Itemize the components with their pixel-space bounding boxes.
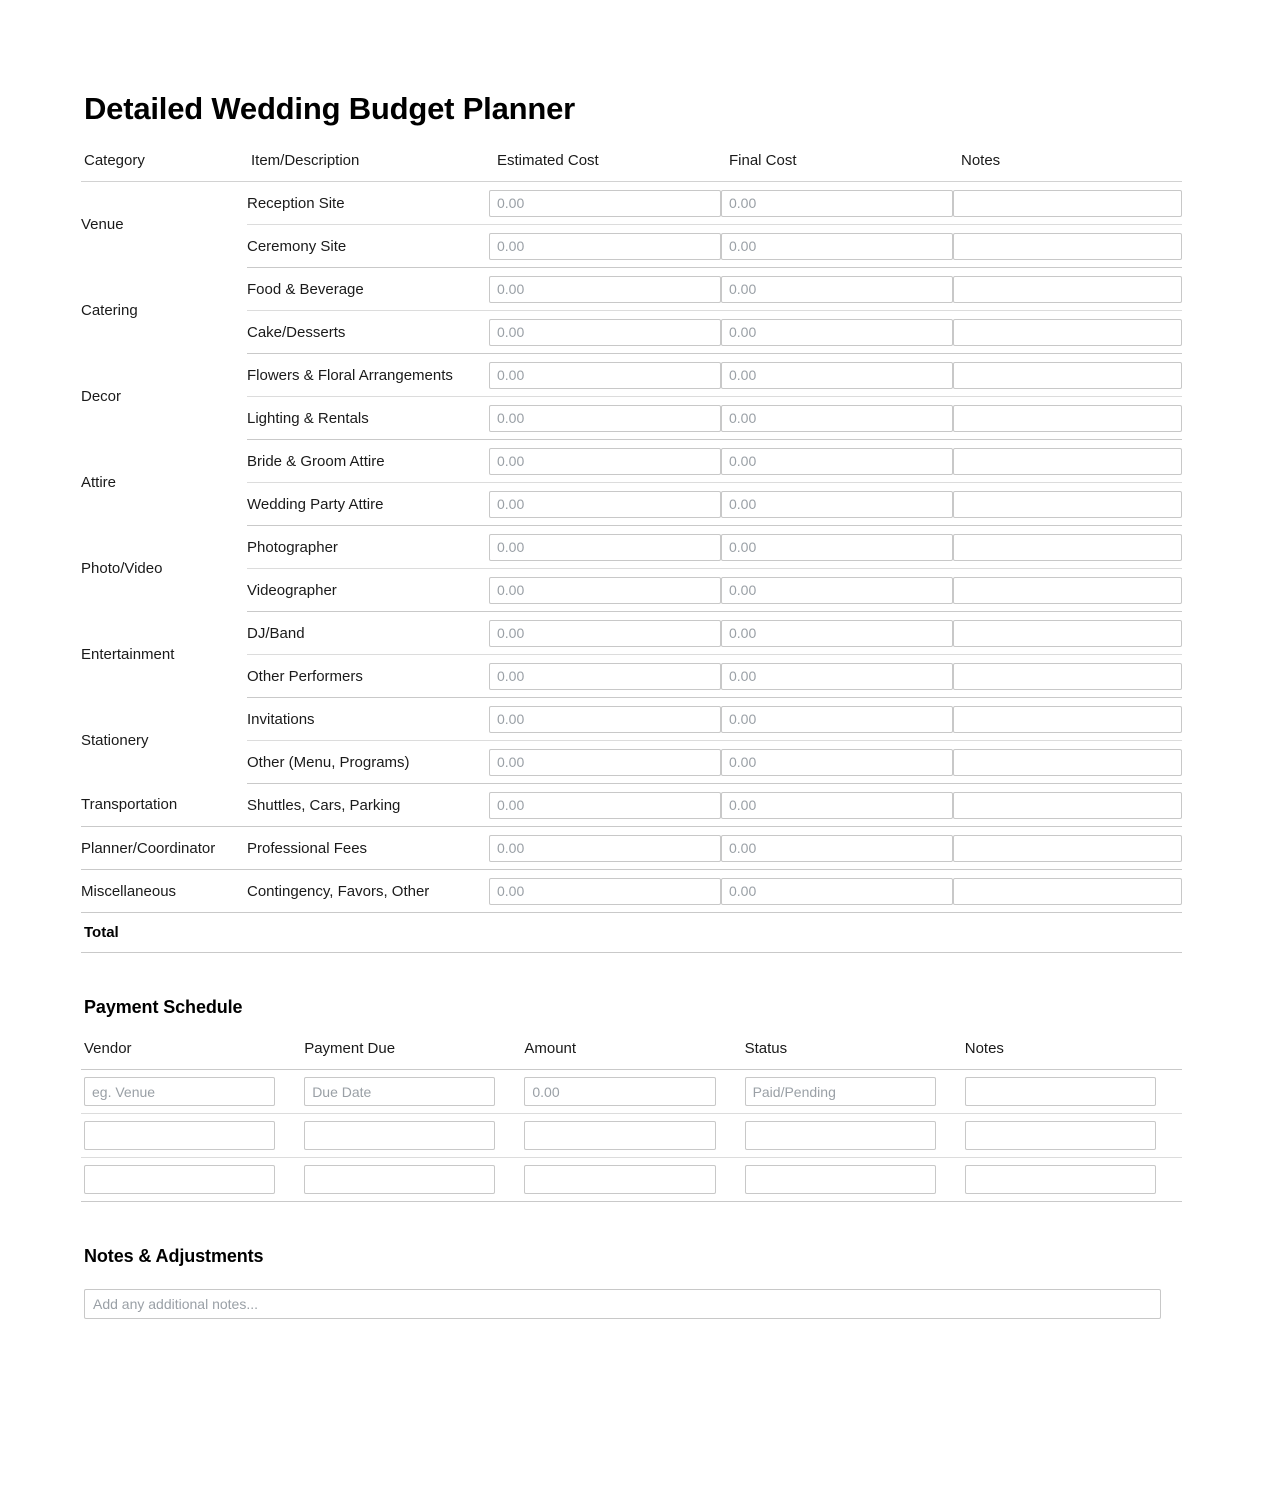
budget-row [81, 225, 1182, 268]
payment-due-input[interactable] [304, 1121, 495, 1150]
budget-item-cell: Videographer [247, 569, 489, 612]
budget-category-cell: Planner/Coordinator [81, 827, 247, 870]
budget-item-cell: Other Performers [247, 655, 489, 698]
budget-item-cell: Contingency, Favors, Other [247, 870, 489, 913]
budget-item-cell: Photographer [247, 526, 489, 569]
estimated-cost-input[interactable] [489, 835, 721, 862]
budget-final-cell [721, 612, 953, 655]
final-cost-input[interactable] [721, 448, 953, 475]
column-header-status: Status [742, 1040, 962, 1070]
budget-final-cell [721, 655, 953, 698]
payment-cell [521, 1070, 741, 1114]
budget-row [81, 870, 1182, 913]
estimated-cost-input[interactable] [489, 405, 721, 432]
budget-notes-cell [953, 483, 1182, 526]
amount-input[interactable] [524, 1077, 715, 1106]
budget-estimated-cell [489, 655, 721, 698]
column-header-category: Category [81, 152, 247, 182]
payment-cell [962, 1158, 1182, 1202]
budget-estimated-cell [489, 612, 721, 655]
estimated-cost-input[interactable] [489, 706, 721, 733]
budget-estimated-cell [489, 397, 721, 440]
payment-cell [301, 1158, 521, 1202]
column-header-item: Item/Description [247, 152, 489, 182]
final-cost-input[interactable] [721, 792, 953, 819]
budget-category-cell: Photo/Video [81, 560, 163, 578]
estimated-cost-input[interactable] [489, 663, 721, 690]
budget-final-cell [721, 870, 953, 913]
budget-notes-cell [953, 526, 1182, 569]
final-cost-input[interactable] [721, 190, 953, 217]
budget-estimated-cell [489, 870, 721, 913]
budget-total-row [81, 913, 1182, 953]
budget-table-body [81, 182, 1182, 913]
budget-item-cell: DJ/Band [247, 612, 489, 655]
budget-notes-cell [953, 870, 1182, 913]
budget-notes-input[interactable] [953, 620, 1182, 647]
budget-notes-input[interactable] [953, 233, 1182, 260]
budget-item-cell: Other (Menu, Programs) [247, 741, 489, 784]
estimated-cost-input[interactable] [489, 878, 721, 905]
payment-notes-input[interactable] [965, 1121, 1156, 1150]
budget-notes-input[interactable] [953, 663, 1182, 690]
budget-row [81, 655, 1182, 698]
budget-estimated-cell [489, 440, 721, 483]
budget-row [81, 483, 1182, 526]
budget-notes-cell [953, 784, 1182, 827]
estimated-cost-input[interactable] [489, 792, 721, 819]
final-cost-input[interactable] [721, 319, 953, 346]
budget-row [81, 440, 1182, 483]
payment-cell [521, 1158, 741, 1202]
budget-item-cell: Lighting & Rentals [247, 397, 489, 440]
budget-final-cell [721, 354, 953, 397]
budget-item-cell: Shuttles, Cars, Parking [247, 784, 489, 827]
status-input[interactable] [745, 1077, 936, 1106]
budget-table [81, 152, 1182, 953]
additional-notes-textarea[interactable] [84, 1289, 1161, 1319]
budget-item-cell: Cake/Desserts [247, 311, 489, 354]
budget-row [81, 698, 1182, 741]
payment-cell [521, 1114, 741, 1158]
status-input[interactable] [745, 1165, 936, 1194]
budget-table-header-row [81, 152, 1182, 182]
budget-notes-cell [953, 827, 1182, 870]
final-cost-input[interactable] [721, 491, 953, 518]
estimated-cost-input[interactable] [489, 491, 721, 518]
budget-item-cell: Food & Beverage [247, 268, 489, 311]
estimated-cost-input[interactable] [489, 362, 721, 389]
budget-estimated-cell [489, 569, 721, 612]
payment-row [81, 1070, 1182, 1114]
estimated-cost-input[interactable] [489, 319, 721, 346]
budget-row [81, 784, 1182, 827]
budget-estimated-cell [489, 784, 721, 827]
final-cost-input[interactable] [721, 233, 953, 260]
budget-estimated-cell [489, 182, 721, 225]
page-title: Detailed Wedding Budget Planner [84, 91, 575, 126]
payment-row [81, 1114, 1182, 1158]
budget-item-cell: Invitations [247, 698, 489, 741]
budget-notes-input[interactable] [953, 534, 1182, 561]
budget-notes-input[interactable] [953, 405, 1182, 432]
budget-estimated-cell [489, 483, 721, 526]
final-cost-input[interactable] [721, 534, 953, 561]
payment-cell [742, 1114, 962, 1158]
budget-estimated-cell [489, 741, 721, 784]
final-cost-input[interactable] [721, 749, 953, 776]
final-cost-input[interactable] [721, 835, 953, 862]
column-header-payment-notes: Notes [962, 1040, 1182, 1070]
vendor-input[interactable] [84, 1121, 275, 1150]
budget-final-cell [721, 311, 953, 354]
total-estimated-value [489, 913, 721, 953]
budget-notes-input[interactable] [953, 276, 1182, 303]
payment-cell [301, 1114, 521, 1158]
payment-cell [81, 1070, 301, 1114]
budget-notes-cell [953, 225, 1182, 268]
budget-notes-cell [953, 311, 1182, 354]
budget-row [81, 741, 1182, 784]
budget-category-cell: Attire [81, 474, 117, 492]
budget-item-cell: Professional Fees [247, 827, 489, 870]
payment-due-input[interactable] [304, 1165, 495, 1194]
budget-estimated-cell [489, 311, 721, 354]
budget-notes-input[interactable] [953, 448, 1182, 475]
total-final-value [721, 913, 953, 953]
budget-notes-cell [953, 698, 1182, 741]
budget-notes-cell [953, 268, 1182, 311]
column-header-final: Final Cost [721, 152, 953, 182]
budget-final-cell [721, 526, 953, 569]
budget-notes-input[interactable] [953, 319, 1182, 346]
payment-notes-input[interactable] [965, 1165, 1156, 1194]
budget-category-cell: Entertainment [81, 646, 175, 664]
final-cost-input[interactable] [721, 577, 953, 604]
budget-estimated-cell [489, 698, 721, 741]
total-notes-value [953, 913, 1182, 953]
budget-notes-cell [953, 569, 1182, 612]
budget-notes-cell [953, 182, 1182, 225]
column-header-estimated: Estimated Cost [489, 152, 721, 182]
payment-cell [962, 1114, 1182, 1158]
budget-category-cell: Venue [81, 216, 124, 234]
payment-header-row [81, 1040, 1182, 1070]
final-cost-input[interactable] [721, 706, 953, 733]
vendor-input[interactable] [84, 1165, 275, 1194]
budget-final-cell [721, 827, 953, 870]
estimated-cost-input[interactable] [489, 233, 721, 260]
budget-notes-cell [953, 655, 1182, 698]
budget-estimated-cell [489, 225, 721, 268]
budget-item-cell: Ceremony Site [247, 225, 489, 268]
budget-category-cell: Miscellaneous [81, 870, 247, 913]
payment-cell [742, 1070, 962, 1114]
column-header-payment-due: Payment Due [301, 1040, 521, 1070]
budget-notes-input[interactable] [953, 362, 1182, 389]
budget-notes-cell [953, 741, 1182, 784]
budget-row [81, 182, 1182, 225]
estimated-cost-input[interactable] [489, 448, 721, 475]
budget-item-cell: Wedding Party Attire [247, 483, 489, 526]
budget-notes-input[interactable] [953, 835, 1182, 862]
vendor-input[interactable] [84, 1077, 275, 1106]
total-label: Total [81, 913, 247, 953]
payment-cell [301, 1070, 521, 1114]
total-item-spacer [247, 913, 489, 953]
final-cost-input[interactable] [721, 663, 953, 690]
payment-schedule-table [81, 1040, 1182, 1202]
budget-notes-input[interactable] [953, 190, 1182, 217]
estimated-cost-input[interactable] [489, 190, 721, 217]
budget-final-cell [721, 225, 953, 268]
budget-item-cell: Flowers & Floral Arrangements [247, 354, 489, 397]
budget-row [81, 354, 1182, 397]
budget-row [81, 569, 1182, 612]
estimated-cost-input[interactable] [489, 534, 721, 561]
budget-final-cell [721, 440, 953, 483]
budget-final-cell [721, 483, 953, 526]
budget-notes-input[interactable] [953, 706, 1182, 733]
budget-row [81, 311, 1182, 354]
budget-notes-input[interactable] [953, 792, 1182, 819]
column-header-notes: Notes [953, 152, 1182, 182]
column-header-vendor: Vendor [81, 1040, 301, 1070]
budget-row [81, 526, 1182, 569]
estimated-cost-input[interactable] [489, 620, 721, 647]
estimated-cost-input[interactable] [489, 276, 721, 303]
payment-schedule-heading: Payment Schedule [84, 997, 243, 1018]
budget-final-cell [721, 182, 953, 225]
budget-category-cell: Transportation [81, 784, 247, 827]
budget-item-cell: Bride & Groom Attire [247, 440, 489, 483]
budget-row [81, 827, 1182, 870]
budget-row [81, 397, 1182, 440]
payment-notes-input[interactable] [965, 1077, 1156, 1106]
payment-due-input[interactable] [304, 1077, 495, 1106]
budget-estimated-cell [489, 354, 721, 397]
payment-cell [81, 1114, 301, 1158]
notes-adjustments-heading: Notes & Adjustments [84, 1246, 264, 1267]
payment-cell [81, 1158, 301, 1202]
final-cost-input[interactable] [721, 878, 953, 905]
budget-notes-input[interactable] [953, 878, 1182, 905]
budget-final-cell [721, 784, 953, 827]
budget-item-cell: Reception Site [247, 182, 489, 225]
payment-schedule-body [81, 1070, 1182, 1202]
column-header-amount: Amount [521, 1040, 741, 1070]
budget-final-cell [721, 397, 953, 440]
budget-estimated-cell [489, 526, 721, 569]
status-input[interactable] [745, 1121, 936, 1150]
budget-notes-input[interactable] [953, 577, 1182, 604]
estimated-cost-input[interactable] [489, 577, 721, 604]
budget-final-cell [721, 741, 953, 784]
budget-category-cell: Catering [81, 302, 138, 320]
budget-notes-input[interactable] [953, 749, 1182, 776]
budget-notes-cell [953, 397, 1182, 440]
budget-notes-cell [953, 612, 1182, 655]
payment-cell [742, 1158, 962, 1202]
budget-final-cell [721, 268, 953, 311]
final-cost-input[interactable] [721, 620, 953, 647]
final-cost-input[interactable] [721, 276, 953, 303]
amount-input[interactable] [524, 1165, 715, 1194]
final-cost-input[interactable] [721, 405, 953, 432]
estimated-cost-input[interactable] [489, 749, 721, 776]
budget-row [81, 268, 1182, 311]
amount-input[interactable] [524, 1121, 715, 1150]
budget-estimated-cell [489, 827, 721, 870]
budget-notes-cell [953, 440, 1182, 483]
budget-estimated-cell [489, 268, 721, 311]
budget-category-cell: Decor [81, 388, 122, 406]
payment-cell [962, 1070, 1182, 1114]
budget-category-cell: Stationery [81, 732, 149, 750]
budget-final-cell [721, 698, 953, 741]
budget-notes-cell [953, 354, 1182, 397]
payment-row [81, 1158, 1182, 1202]
budget-notes-input[interactable] [953, 491, 1182, 518]
final-cost-input[interactable] [721, 362, 953, 389]
budget-row [81, 612, 1182, 655]
budget-final-cell [721, 569, 953, 612]
